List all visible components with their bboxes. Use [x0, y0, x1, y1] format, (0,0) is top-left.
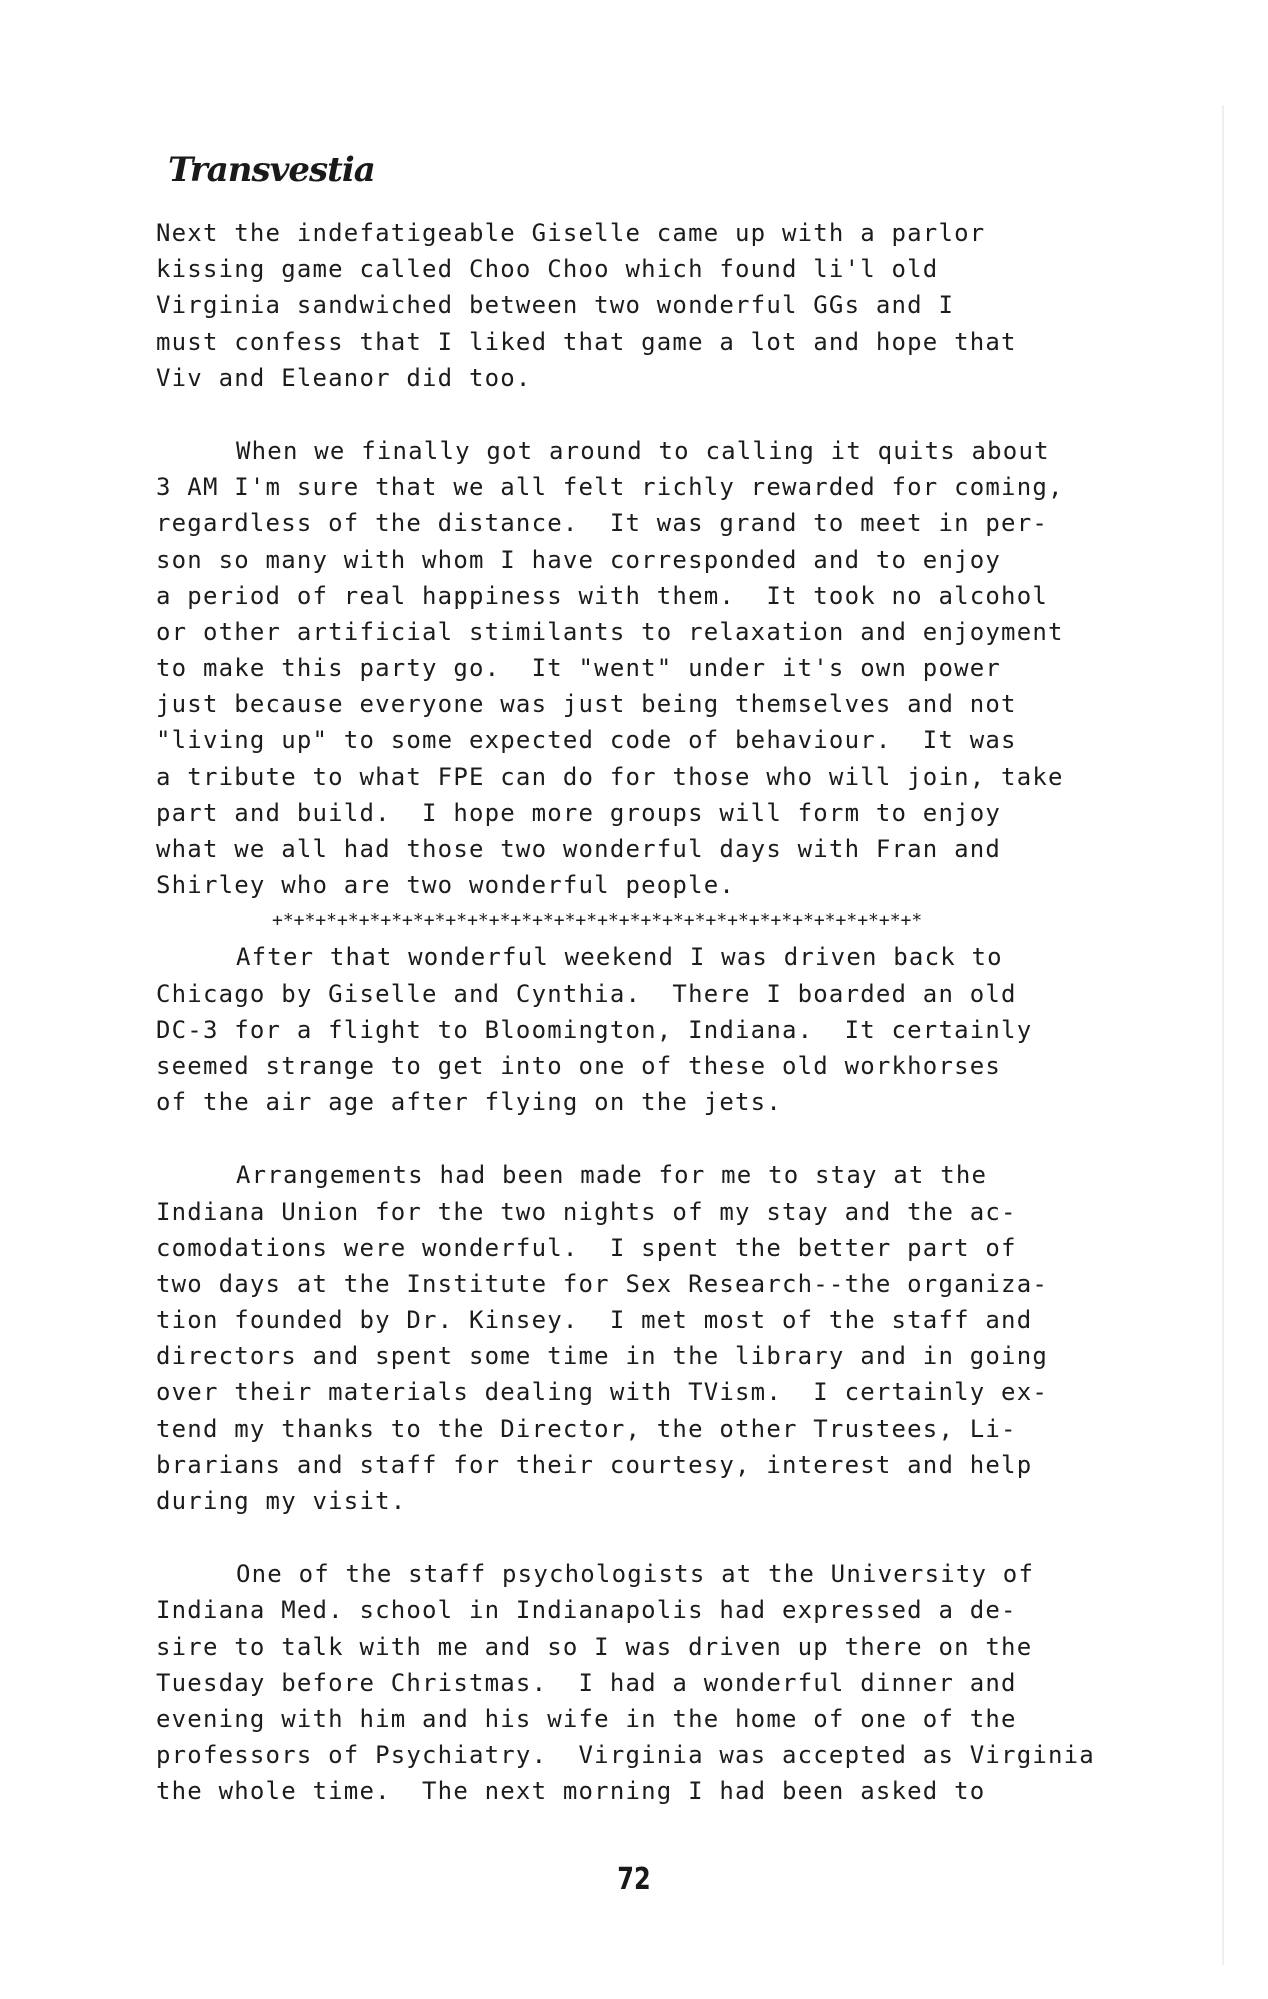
- text-line: DC-3 for a flight to Bloomington, Indiana. It certainly: [156, 1015, 1033, 1044]
- text-line: of the air age after flying on the jets.: [156, 1088, 782, 1117]
- text-line: Shirley who are two wonderful people.: [156, 871, 736, 900]
- text-line: regardless of the distance. It was grand to meet in per-: [156, 509, 1049, 538]
- page-edge-shadow: [1222, 105, 1224, 1965]
- text-line: Virginia sandwiched between two wonderful GGs and I: [156, 291, 955, 320]
- text-line: After that wonderful weekend I was driven back to: [236, 943, 1003, 972]
- text-line: sire to talk with me and so I was driven up there on the: [156, 1632, 1033, 1661]
- text-line: Indiana Union for the two nights of my stay and the ac-: [156, 1197, 1017, 1226]
- text-line: two days at the Institute for Sex Research--the organiza-: [156, 1269, 1049, 1298]
- paragraph-5: [156, 1556, 1221, 1809]
- text-line: Next the indefatigeable Giselle came up with a parlor: [156, 219, 986, 247]
- text-line: tend my thanks to the Director, the other Trustees, Li-: [156, 1414, 1017, 1443]
- paragraph-3: [156, 939, 1221, 1120]
- paragraph-1: [156, 215, 1221, 396]
- text-line: son so many with whom I have corresponded and to enjoy: [156, 545, 1002, 574]
- page-number: 72: [617, 1862, 651, 1897]
- text-line: must confess that I liked that game a lot and hope that: [156, 327, 1017, 356]
- text-line: a period of real happiness with them. It took no alcohol: [156, 581, 1049, 610]
- paragraph-4: [156, 1157, 1221, 1519]
- text-line: during my visit.: [156, 1487, 407, 1515]
- text-line: to make this party go. It "went" under it's own power: [156, 654, 1002, 683]
- text-line: Arrangements had been made for me to stay at the: [236, 1161, 988, 1190]
- text-line: Viv and Eleanor did too.: [156, 363, 532, 392]
- paragraph-2: [156, 433, 1221, 903]
- text-line: When we finally got around to calling it quits about: [236, 436, 1050, 465]
- text-line: the whole time. The next morning I had been asked to: [156, 1777, 986, 1806]
- text-line: Indiana Med. school in Indianapolis had expressed a de-: [156, 1596, 1017, 1625]
- text-line: kissing game called Choo Choo which found li'l old: [156, 255, 939, 284]
- text-line: over their materials dealing with TVism. I certainly ex-: [156, 1378, 1049, 1407]
- section-separator: +*+*+*+*+*+*+*+*+*+*+*+*+*+*+*+*+*+*+*+*+*+*+*+*+*+*+*+*+*+*: [272, 910, 923, 932]
- text-line: tion founded by Dr. Kinsey. I met most of the staff and: [156, 1306, 1033, 1335]
- text-line: Tuesday before Christmas. I had a wonderful dinner and: [156, 1668, 1017, 1697]
- text-line: professors of Psychiatry. Virginia was accepted as Virginia: [156, 1741, 1095, 1770]
- text-line: a tribute to what FPE can do for those who will join, take: [156, 762, 1064, 791]
- text-line: Chicago by Giselle and Cynthia. There I boarded an old: [156, 979, 1017, 1008]
- text-line: just because everyone was just being themselves and not: [156, 690, 1017, 719]
- text-line: "living up" to some expected code of behaviour. It was: [156, 726, 1017, 755]
- text-line: part and build. I hope more groups will form to enjoy: [156, 798, 1002, 827]
- text-line: One of the staff psychologists at the University of: [236, 1560, 1035, 1589]
- running-header-title: Transvestia: [168, 150, 375, 190]
- body-text: [156, 215, 1221, 1810]
- text-line: what we all had those two wonderful days with Fran and: [156, 835, 1002, 863]
- text-line: or other artificial stimilants to relaxation and enjoyment: [156, 617, 1064, 646]
- text-line: directors and spent some time in the library and in going: [156, 1342, 1049, 1371]
- text-line: brarians and staff for their courtesy, interest and help: [156, 1450, 1033, 1479]
- text-line: evening with him and his wife in the home of one of the: [156, 1704, 1017, 1733]
- text-line: 3 AM I'm sure that we all felt richly rewarded for coming,: [156, 473, 1064, 502]
- text-line: seemed strange to get into one of these old workhorses: [156, 1051, 1002, 1080]
- text-line: comodations were wonderful. I spent the better part of: [156, 1233, 1017, 1262]
